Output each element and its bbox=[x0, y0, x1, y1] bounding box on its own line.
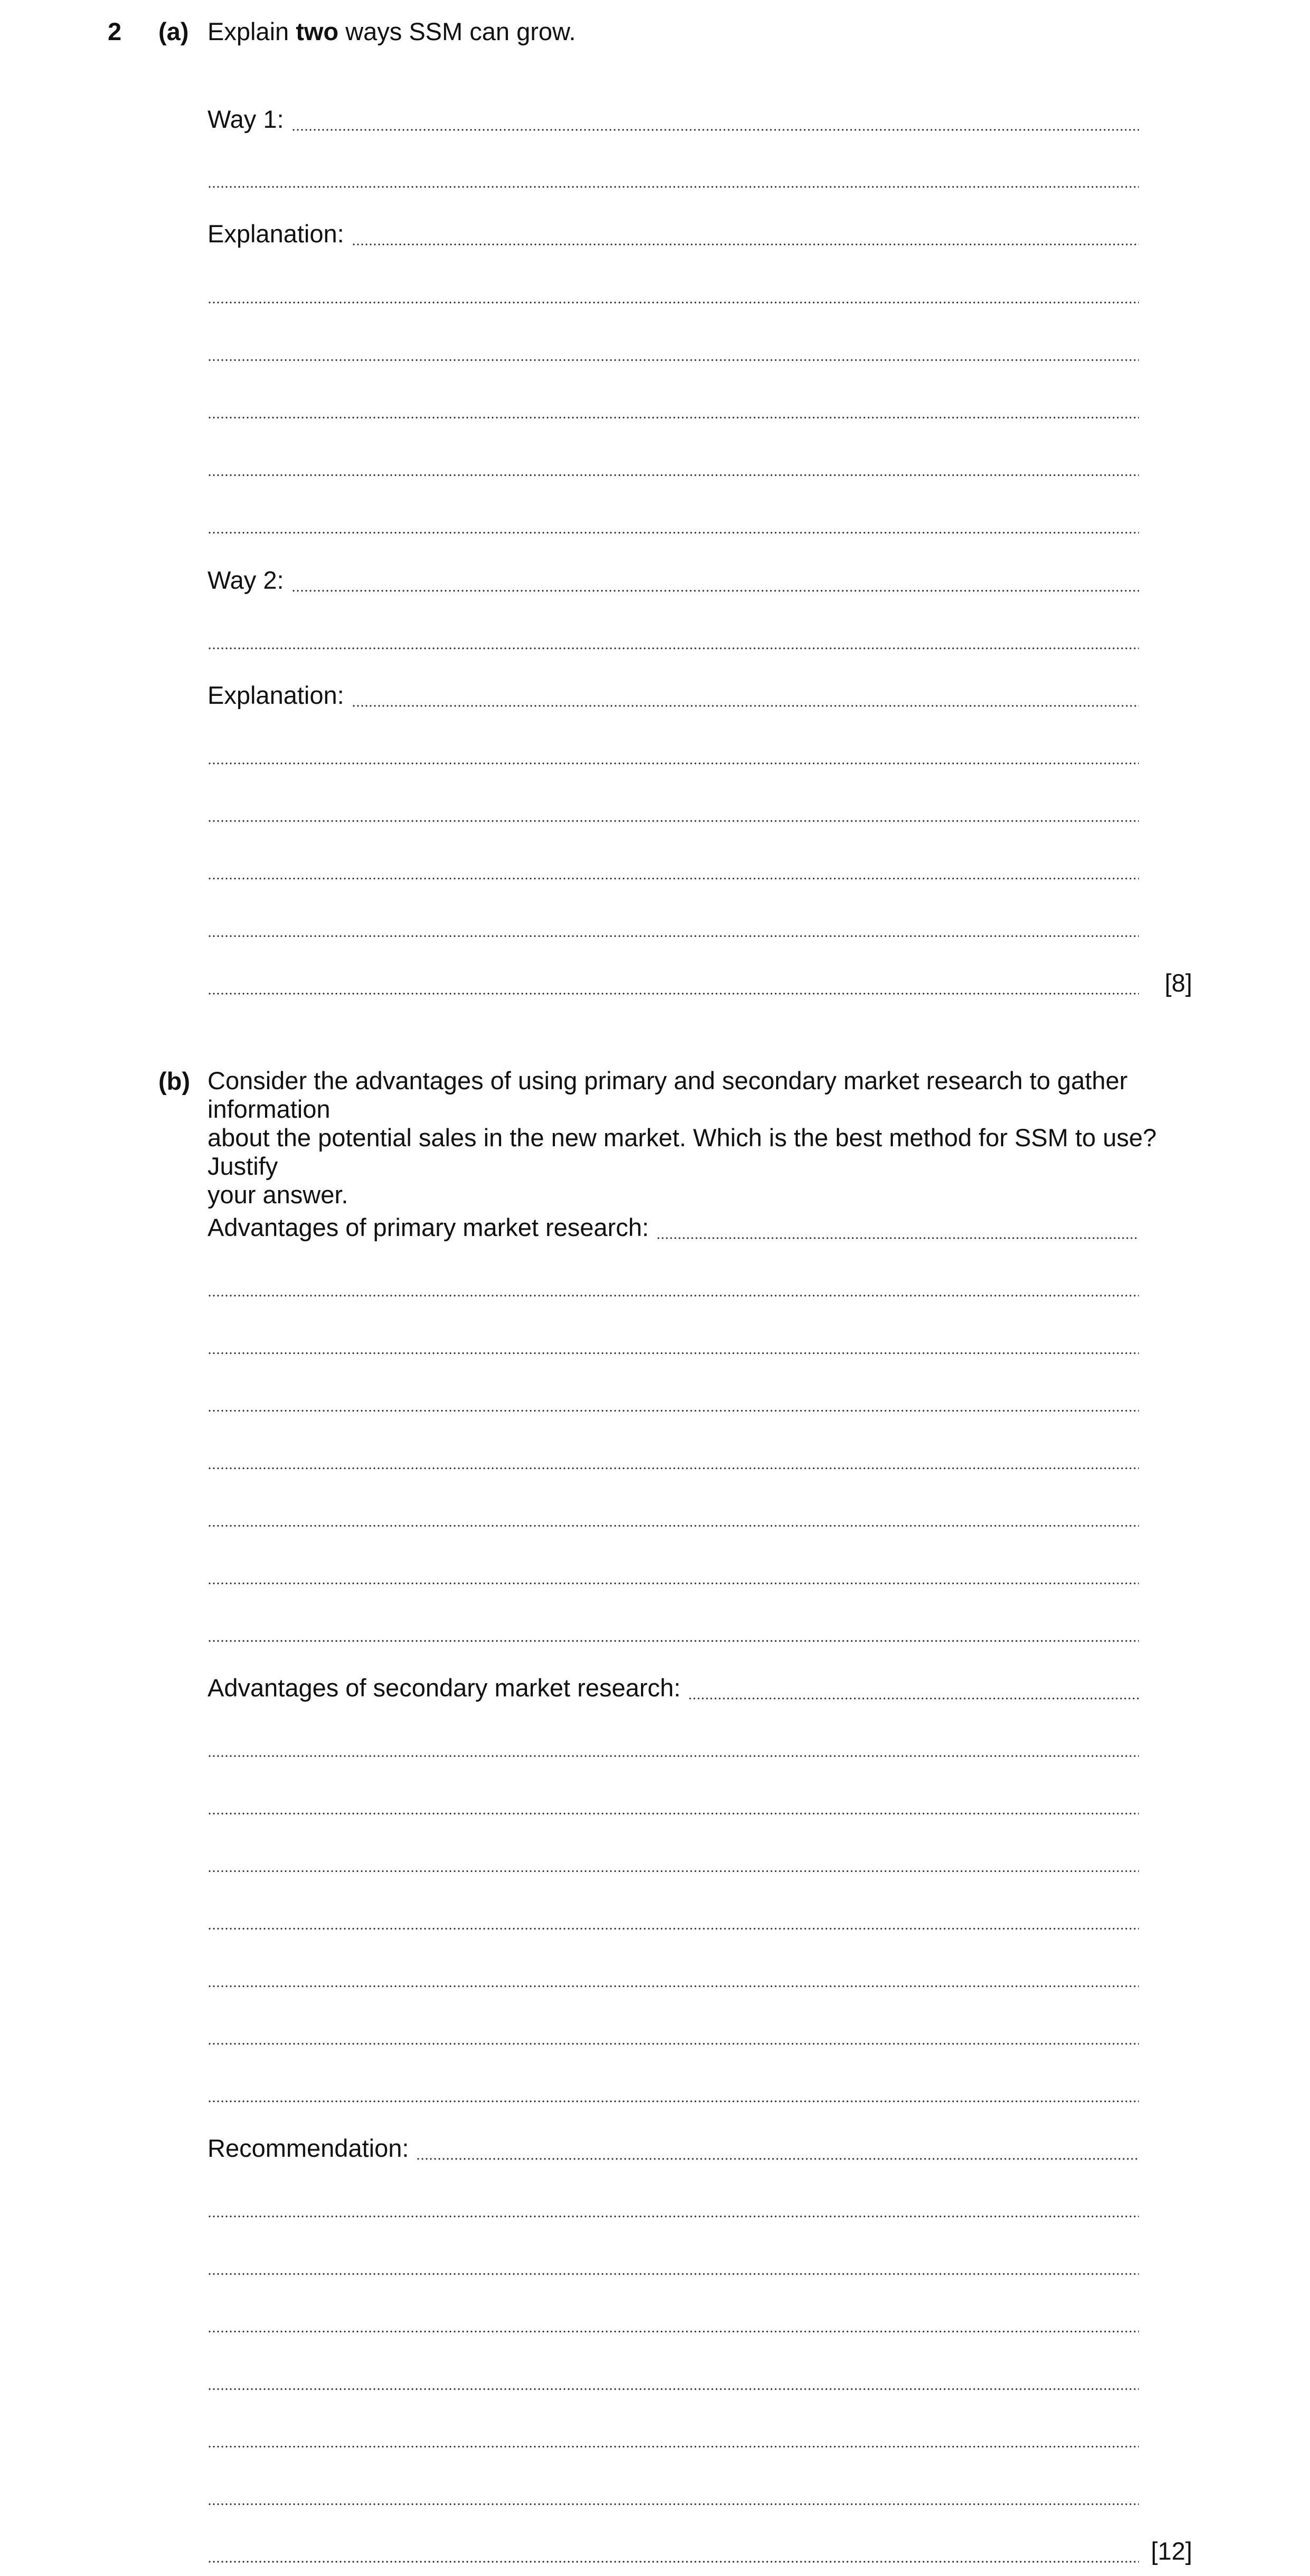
dotted-line bbox=[208, 1755, 1139, 1757]
dotted-line bbox=[208, 1640, 1139, 1642]
answer-line[interactable] bbox=[208, 277, 1139, 307]
dotted-line bbox=[208, 474, 1139, 476]
dotted-line bbox=[291, 129, 1139, 131]
dotted-line bbox=[208, 647, 1139, 649]
answer-line[interactable] bbox=[208, 2479, 1139, 2508]
answer-line[interactable] bbox=[208, 1961, 1139, 1990]
primary-label: Advantages of primary market research: bbox=[208, 1213, 649, 1241]
part-a-marks: [8] bbox=[1164, 969, 1192, 997]
answer-line[interactable] bbox=[208, 1788, 1139, 1818]
answer-line[interactable] bbox=[208, 1385, 1139, 1415]
answer-line[interactable] bbox=[208, 1903, 1139, 1933]
part-a-label: (a) bbox=[158, 17, 189, 45]
way2-label: Way 2: bbox=[208, 566, 284, 594]
dotted-line bbox=[208, 1525, 1139, 1527]
recommendation-label: Recommendation: bbox=[208, 2134, 409, 2162]
part-a-prompt bbox=[208, 17, 576, 46]
dotted-line bbox=[656, 1237, 1139, 1239]
dotted-line bbox=[208, 1410, 1139, 1412]
dotted-line bbox=[208, 1928, 1139, 1930]
part-b-label: (b) bbox=[158, 1067, 191, 1095]
way1-label: Way 1: bbox=[208, 105, 284, 133]
answer-line[interactable] bbox=[208, 335, 1139, 364]
answer-line[interactable] bbox=[208, 1270, 1139, 1300]
answer-line[interactable] bbox=[208, 2249, 1139, 2278]
answer-line[interactable] bbox=[208, 507, 1139, 537]
dotted-line bbox=[208, 1467, 1139, 1469]
answer-line[interactable] bbox=[208, 738, 1139, 768]
prompt-text: ways SSM can grow. bbox=[338, 17, 576, 45]
dotted-line bbox=[208, 359, 1139, 361]
prompt-emphasis: two bbox=[296, 17, 339, 45]
dotted-line bbox=[208, 2388, 1139, 2390]
explanation-label: Explanation: bbox=[208, 220, 344, 248]
answer-line[interactable] bbox=[208, 2306, 1139, 2336]
secondary-label: Advantages of secondary market research: bbox=[208, 1674, 681, 1702]
part-b-marks: [12] bbox=[1151, 2537, 1192, 2565]
answer-line[interactable] bbox=[208, 450, 1139, 479]
answer-line-recommendation[interactable] bbox=[208, 2134, 1139, 2163]
dotted-line bbox=[208, 2330, 1139, 2333]
dotted-line bbox=[208, 877, 1139, 880]
dotted-line bbox=[688, 1697, 1139, 1700]
answer-line[interactable] bbox=[208, 968, 1139, 998]
dotted-line bbox=[208, 532, 1139, 534]
dotted-line bbox=[208, 1813, 1139, 1815]
dotted-line bbox=[416, 2158, 1139, 2160]
answer-line[interactable] bbox=[208, 2076, 1139, 2106]
answer-line[interactable] bbox=[208, 392, 1139, 422]
answer-line[interactable] bbox=[208, 2018, 1139, 2048]
answer-line-explanation2[interactable] bbox=[208, 681, 1139, 710]
dotted-line bbox=[352, 705, 1139, 707]
answer-line[interactable] bbox=[208, 853, 1139, 883]
answer-line[interactable] bbox=[208, 1443, 1139, 1473]
prompt-text: Explain bbox=[208, 17, 296, 45]
answer-line-way2[interactable] bbox=[208, 565, 1139, 595]
answer-line[interactable] bbox=[208, 1846, 1139, 1875]
answer-line-primary[interactable] bbox=[208, 1213, 1139, 1242]
answer-line-explanation1[interactable] bbox=[208, 219, 1139, 249]
dotted-line bbox=[208, 2043, 1139, 2045]
dotted-line bbox=[208, 2100, 1139, 2102]
answer-line-way1[interactable] bbox=[208, 105, 1139, 134]
answer-line[interactable] bbox=[208, 1616, 1139, 1645]
dotted-line bbox=[208, 820, 1139, 822]
dotted-line bbox=[208, 417, 1139, 419]
answer-line-secondary[interactable] bbox=[208, 1673, 1139, 1703]
dotted-line bbox=[208, 2446, 1139, 2448]
dotted-line bbox=[208, 2561, 1139, 2563]
prompt-line: Consider the advantages of using primary and secondary market research to gather information bbox=[208, 1067, 1128, 1123]
answer-line[interactable] bbox=[208, 911, 1139, 940]
dotted-line bbox=[208, 935, 1139, 937]
dotted-line bbox=[208, 301, 1139, 304]
dotted-line bbox=[208, 186, 1139, 188]
dotted-line bbox=[208, 1295, 1139, 1297]
prompt-line: your answer. bbox=[208, 1181, 348, 1209]
answer-line[interactable] bbox=[208, 1328, 1139, 1357]
dotted-line bbox=[208, 762, 1139, 765]
dotted-line bbox=[208, 2503, 1139, 2505]
answer-line[interactable] bbox=[208, 1558, 1139, 1588]
dotted-line bbox=[208, 2273, 1139, 2275]
dotted-line bbox=[208, 1582, 1139, 1584]
dotted-line bbox=[291, 590, 1139, 592]
explanation-label: Explanation: bbox=[208, 681, 344, 709]
answer-line[interactable] bbox=[208, 623, 1139, 653]
answer-line[interactable] bbox=[208, 2536, 1139, 2566]
answer-line[interactable] bbox=[208, 2191, 1139, 2221]
answer-line[interactable] bbox=[208, 796, 1139, 825]
answer-line[interactable] bbox=[208, 162, 1139, 191]
answer-line[interactable] bbox=[208, 1501, 1139, 1530]
dotted-line bbox=[208, 1985, 1139, 1987]
dotted-line bbox=[352, 243, 1139, 246]
dotted-line bbox=[208, 993, 1139, 995]
dotted-line bbox=[208, 1870, 1139, 1872]
prompt-line: about the potential sales in the new market. Which is the best method for SSM to use? Justify bbox=[208, 1124, 1157, 1180]
answer-line[interactable] bbox=[208, 1731, 1139, 1760]
dotted-line bbox=[208, 1352, 1139, 1354]
answer-line[interactable] bbox=[208, 2421, 1139, 2451]
question-number: 2 bbox=[108, 17, 122, 45]
dotted-line bbox=[208, 2215, 1139, 2218]
part-b-prompt bbox=[208, 1067, 1198, 1209]
answer-line[interactable] bbox=[208, 2364, 1139, 2393]
